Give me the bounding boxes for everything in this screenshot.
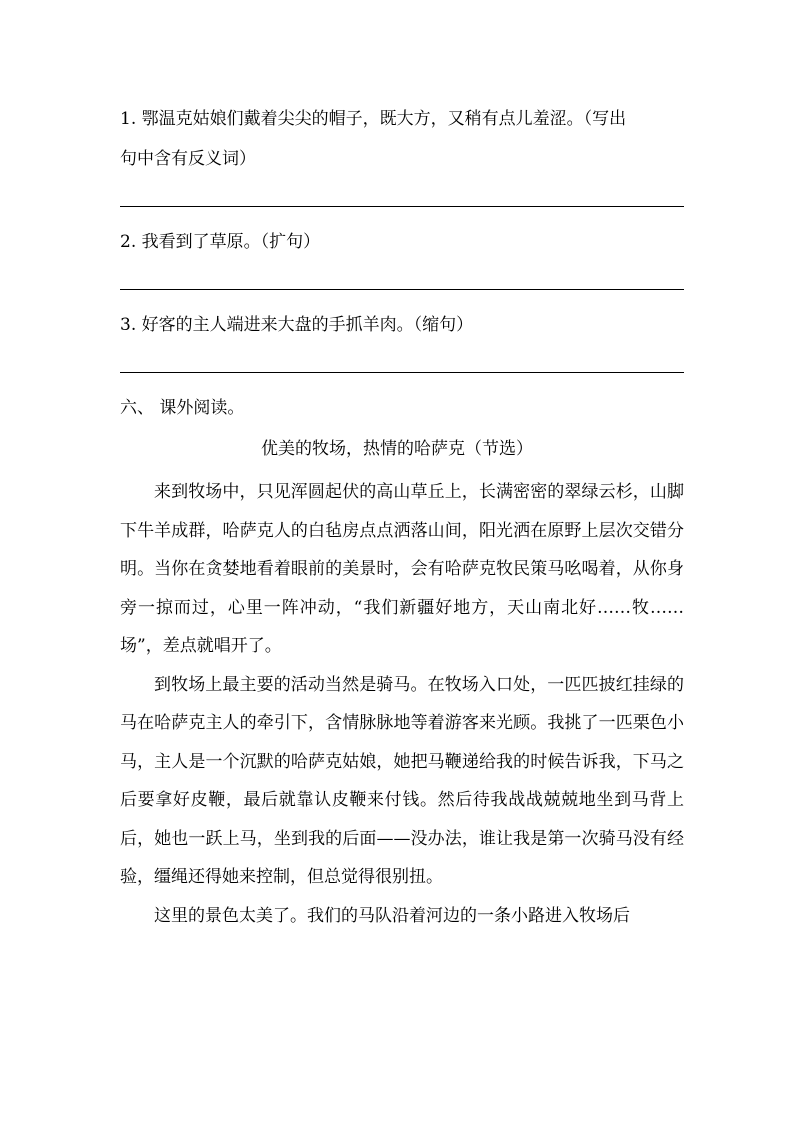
- article-body: [120, 473, 684, 935]
- section-heading: 六、 课外阅读。: [120, 398, 245, 418]
- article-paragraph-3: 这里的景色太美了。我们的马队沿着河边的一条小路进入牧场后: [154, 905, 630, 926]
- question-3-text: 3. 好客的主人端进来大盘的手抓羊肉。（缩句）: [120, 315, 474, 335]
- answer-line-3[interactable]: [120, 372, 684, 373]
- question-2-text: 2. 我看到了草原。（扩句）: [120, 232, 321, 252]
- question-1-text: 1. 鄂温克姑娘们戴着尖尖的帽子，既大方，又稍有点儿羞涩。（写出: [120, 109, 627, 129]
- answer-line-1[interactable]: [120, 206, 684, 207]
- article-paragraph-2: 到牧场上最主要的活动当然是骑马。在牧场入口处，一匹匹披红挂绿的马在哈萨克主人的牵引下，含情脉脉地等着游客来光顾。我挑了一匹栗色小马，主人是一个沉默的哈萨克姑娘，她把马鞭递给我的时候告诉我，下马之后要拿好皮鞭，最后就靠认皮鞭来付钱。然后待我战战兢兢地坐到马背上后，她也一跃上马，坐到我的后面——没办法，谁让我是第一次骑马没有经验，缰绳还得她来控制，但总觉得很别扭。: [120, 674, 684, 887]
- answer-line-2[interactable]: [120, 289, 684, 290]
- question-1-text-continued: 句中含有反义词）: [120, 149, 256, 169]
- article-title: 优美的牧场，热情的哈萨克（节选）: [261, 439, 533, 459]
- article-paragraph-1: 来到牧场中，只见浑圆起伏的高山草丘上，长满密密的翠绿云杉，山脚下牛羊成群，哈萨克人的白毡房点点洒落山间，阳光洒在原野上层次交错分明。当你在贪婪地看着眼前的美景时，会有哈萨克牧民策马吆喝着，从你身旁一掠而过，心里一阵冲动，“我们新疆好地方，天山南北好……牧……场”，差点就唱开了。: [120, 482, 684, 656]
